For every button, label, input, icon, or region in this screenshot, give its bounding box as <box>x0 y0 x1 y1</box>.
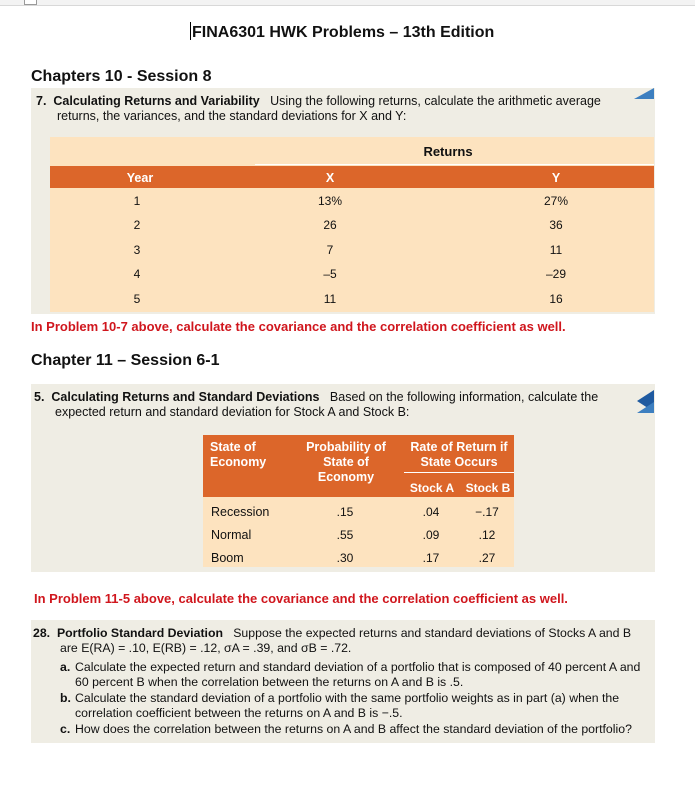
header-line: Economy <box>210 455 267 469</box>
part-label: a. <box>60 660 71 674</box>
problem-title: Portfolio Standard Deviation <box>56 626 223 640</box>
section1-heading: Chapters 10 - Session 8 <box>31 68 212 85</box>
corner-tab <box>24 0 37 5</box>
table-cell-stock-b: .27 <box>478 551 496 565</box>
column-header-year: Year <box>126 171 154 185</box>
part-a-label <box>60 660 70 675</box>
header-line: State of <box>210 440 256 454</box>
column-header-x: X <box>325 171 335 185</box>
text-cursor <box>190 22 191 40</box>
header-line: State of <box>323 455 369 469</box>
part-c-label <box>60 722 70 737</box>
document-title-text: FINA6301 HWK Problems – 13th Edition <box>192 24 495 41</box>
part-line: 60 percent B when the correlation between the returns on A and B is .5. <box>75 675 464 689</box>
header-line: Economy <box>317 470 375 484</box>
part-c-text <box>75 722 655 737</box>
return-group-rule <box>404 472 514 473</box>
column-header-y: Y <box>551 171 561 185</box>
problem-text: Based on the following information, calculate the <box>329 390 599 404</box>
table-cell-stock-a: .04 <box>422 505 440 519</box>
table-cell-year: 1 <box>133 194 141 208</box>
header-line: State Occurs <box>420 455 498 469</box>
problem-text: Using the following returns, calculate the arithmetic average <box>270 94 601 108</box>
table-cell-x: 13% <box>317 194 343 208</box>
table-cell-probability: .55 <box>336 528 354 542</box>
table-cell-stock-b: .12 <box>478 528 496 542</box>
column-header-rate-of-return <box>404 440 514 470</box>
table-cell-y: 36 <box>549 218 563 232</box>
table-cell-y: 27% <box>543 194 569 208</box>
problem-number: 5. <box>34 390 45 404</box>
part-line: correlation coefficient between the returns on A and B is −.5. <box>75 706 403 720</box>
table-cell-state: Boom <box>211 551 244 565</box>
problem-title: Calculating Returns and Variability <box>53 94 260 108</box>
window-top-bar <box>0 0 695 6</box>
part-label: b. <box>60 691 71 705</box>
returns-group-header: Returns <box>423 144 473 159</box>
subheader-stock-a: Stock A <box>409 481 455 495</box>
problem-28-header <box>33 626 653 641</box>
problem-11-5-header <box>34 390 644 405</box>
table-cell-year: 3 <box>133 243 141 257</box>
table-cell-state: Recession <box>211 505 270 519</box>
part-label: c. <box>60 722 71 736</box>
part-b-text <box>75 691 655 721</box>
part-line: Calculate the standard deviation of a portfolio with the same portfolio weights as in part (a) when the <box>75 691 620 705</box>
problem-28-text-line2: are E(RA) = .10, E(RB) = .12, σA = .39, and σB = .72. <box>60 641 352 655</box>
table-cell-year: 2 <box>133 218 141 232</box>
problem-10-7-text-line2: returns, the variances, and the standard deviations for X and Y: <box>57 109 407 123</box>
table-cell-year: 5 <box>133 292 141 306</box>
table-cell-stock-b: −.17 <box>475 505 499 519</box>
subheader-stock-b: Stock B <box>465 481 511 495</box>
part-a-text <box>75 660 655 690</box>
problem-10-7-note: In Problem 10-7 above, calculate the covariance and the correlation coefficient as well. <box>31 319 566 334</box>
problem-title: Calculating Returns and Standard Deviations <box>51 390 320 404</box>
problem-number: 7. <box>36 94 47 108</box>
returns-group-rule <box>255 164 654 165</box>
column-header-probability <box>300 440 392 485</box>
problem-11-5-note: In Problem 11-5 above, calculate the covariance and the correlation coefficient as well. <box>34 591 568 606</box>
document-title <box>190 22 494 42</box>
table-cell-year: 4 <box>133 267 141 281</box>
table-cell-x: 11 <box>323 292 337 306</box>
table-cell-probability: .30 <box>336 551 354 565</box>
table-cell-y: 16 <box>549 292 563 306</box>
problem-11-5-text-line2: expected return and standard deviation for Stock A and Stock B: <box>55 405 410 419</box>
header-line: Probability of <box>306 440 386 454</box>
table-cell-x: –5 <box>323 267 337 281</box>
table-cell-x: 7 <box>326 243 334 257</box>
table-cell-y: 11 <box>549 243 563 257</box>
table-cell-state: Normal <box>211 528 252 542</box>
table-cell-y: –29 <box>545 267 567 281</box>
part-line: How does the correlation between the returns on A and B affect the standard deviation of the portfolio? <box>75 722 632 736</box>
section2-heading: Chapter 11 – Session 6-1 <box>31 352 220 369</box>
part-line: Calculate the expected return and standard deviation of a portfolio that is composed of 40 percent A and <box>75 660 641 674</box>
table-cell-x: 26 <box>323 218 337 232</box>
table-cell-stock-a: .17 <box>422 551 440 565</box>
problem-10-7-header <box>36 94 646 109</box>
problem-number: 28. <box>33 626 51 640</box>
table-cell-probability: .15 <box>336 505 354 519</box>
part-b-label <box>60 691 71 706</box>
problem-text: Suppose the expected returns and standard deviations of Stocks A and B <box>233 626 632 640</box>
header-line: Rate of Return if <box>410 440 508 454</box>
table-cell-stock-a: .09 <box>422 528 440 542</box>
column-header-state <box>210 440 266 470</box>
